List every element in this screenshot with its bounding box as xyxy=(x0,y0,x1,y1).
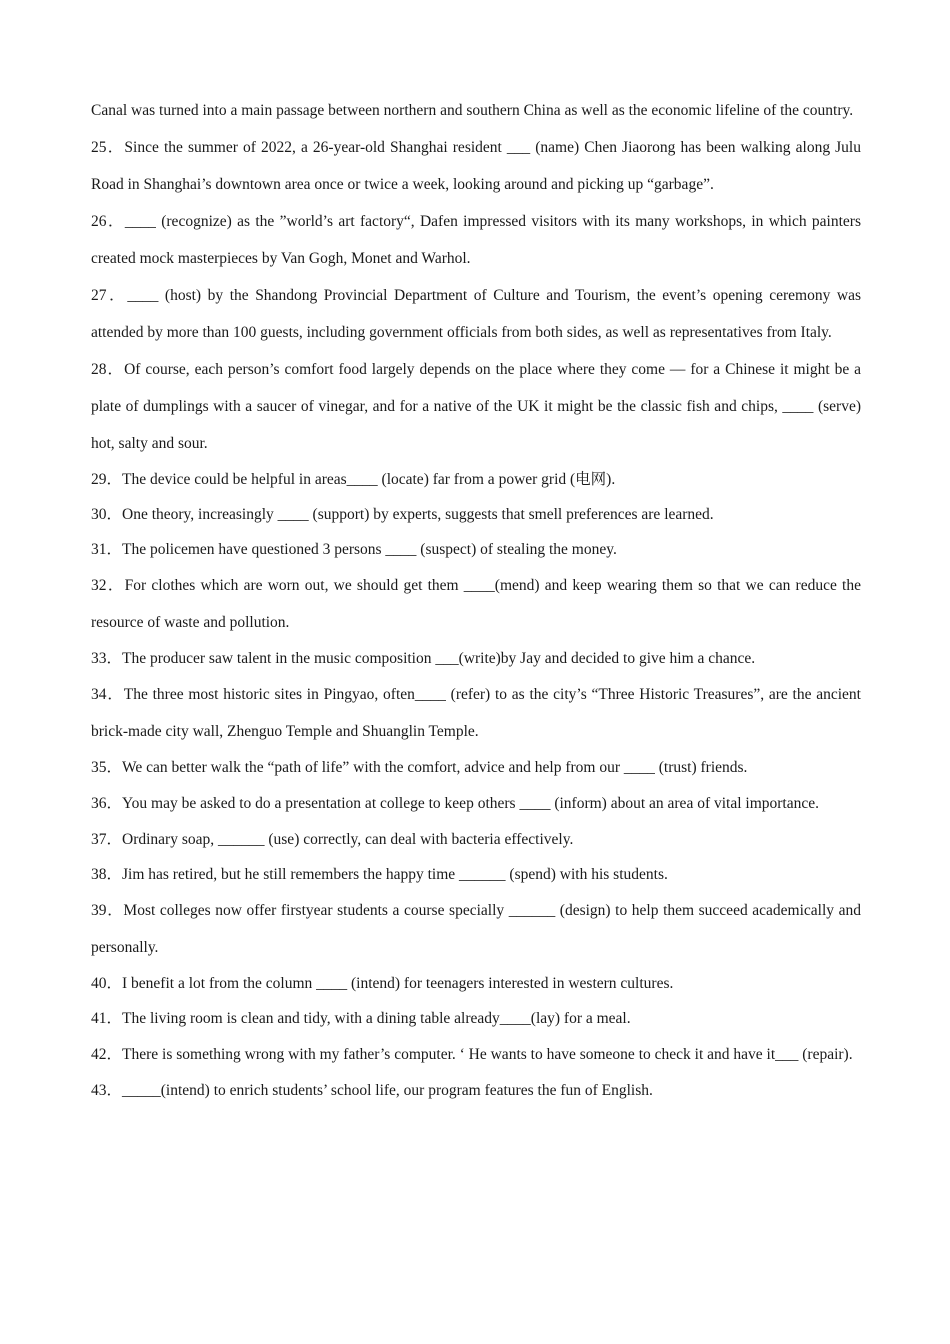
question-36: 36．You may be asked to do a presentation at college to keep others ____ (inform) about an area of vital importance. xyxy=(91,795,820,812)
question-43: 43．_____(intend) to enrich students’ school life, our program features the fun of English. xyxy=(91,1082,653,1099)
question-42: 42．There is something wrong with my father’s computer. ‘ He wants to have someone to check it and have it___ (repair). xyxy=(91,1046,853,1063)
question-26: 26．____ (recognize) as the ”world’s art factory“, Dafen impressed visitors with its many workshops, in which painters created mock masterpieces by Van Gogh, Monet and Warhol. xyxy=(91,213,861,267)
question-40: 40．I benefit a lot from the column ____ (intend) for teenagers interested in western cultures. xyxy=(91,975,674,992)
question-35: 35．We can better walk the “path of life” with the comfort, advice and help from our ____ (trust) friends. xyxy=(91,759,748,776)
question-32: 32．For clothes which are worn out, we should get them ____(mend) and keep wearing them so that we can reduce the resource of waste and pollution. xyxy=(91,577,861,631)
question-41: 41．The living room is clean and tidy, with a dining table already____(lay) for a meal. xyxy=(91,1010,631,1027)
question-31: 31．The policemen have questioned 3 persons ____ (suspect) of stealing the money. xyxy=(91,541,617,558)
question-38: 38．Jim has retired, but he still remembers the happy time ______ (spend) with his students. xyxy=(91,866,668,883)
question-28: 28．Of course, each person’s comfort food largely depends on the place where they come — for a Chinese it might be a plate of dumplings with a saucer of vinegar, and for a native of the UK it might be the classic fish and chips, ____ (serve) hot, salty and sour. xyxy=(91,361,861,452)
question-29: 29．The device could be helpful in areas____ (locate) far from a power grid (电网). xyxy=(91,471,616,488)
question-27: 27．____ (host) by the Shandong Provincial Department of Culture and Tourism, the event’s opening ceremony was attended by more than 100 guests, including government officials from both sides, as well as representatives from Italy. xyxy=(91,287,861,341)
question-34: 34．The three most historic sites in Pingyao, often____ (refer) to as the city’s “Three Historic Treasures”, are the ancient brick-made city wall, Zhenguo Temple and Shuanglin Temple. xyxy=(91,686,861,740)
document-page xyxy=(91,92,861,1108)
question-30: 30．One theory, increasingly ____ (support) by experts, suggests that smell preferences are learned. xyxy=(91,506,714,523)
question-25: 25．Since the summer of 2022, a 26-year-old Shanghai resident ___ (name) Chen Jiaorong has been walking along Julu Road in Shanghai’s downtown area once or twice a week, looking around and picking up “garbage”. xyxy=(91,139,861,193)
question-33: 33．The producer saw talent in the music composition ___(write)by Jay and decided to give him a chance. xyxy=(91,650,756,667)
paragraph-canal-continuation: Canal was turned into a main passage between northern and southern China as well as the economic lifeline of the country. xyxy=(91,102,854,119)
question-39: 39．Most colleges now offer firstyear students a course specially ______ (design) to help them succeed academically and personally. xyxy=(91,902,861,956)
question-37: 37．Ordinary soap, ______ (use) correctly, can deal with bacteria effectively. xyxy=(91,831,574,848)
